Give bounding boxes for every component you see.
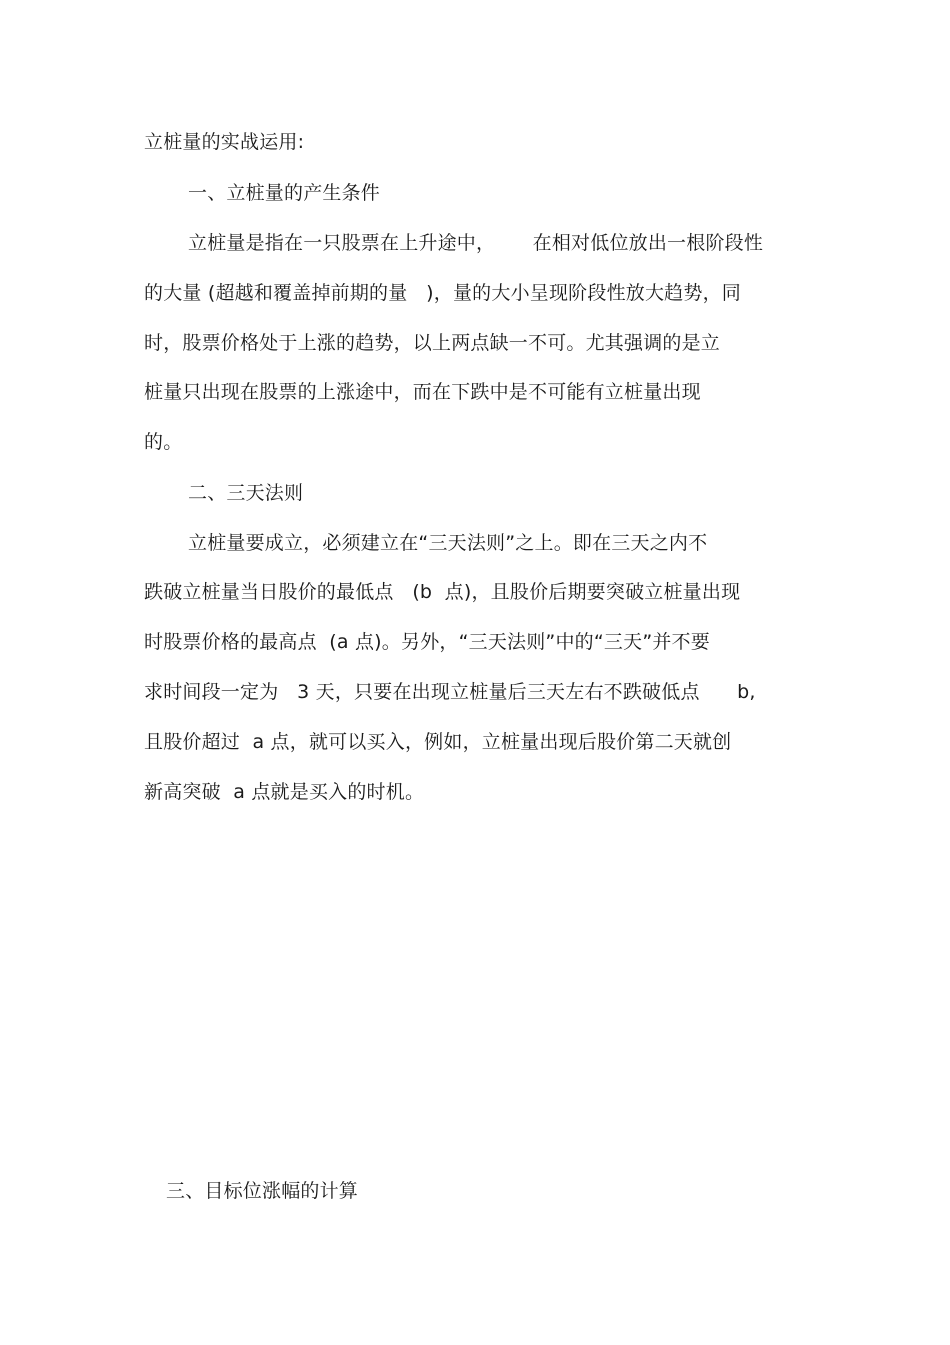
section-1-line-5: 的。 (144, 431, 183, 453)
section-2-line-4: 求时间段一定为 3 天，只要在出现立桩量后三天左右不跌破低点 b, (144, 681, 756, 703)
section-1-line-3: 时，股票价格处于上涨的趋势，以上两点缺一不可。尤其强调的是立 (144, 332, 721, 354)
section-2-line-3: 时股票价格的最高点 (a 点)。另外，“三天法则”中的“三天”并不要 (144, 631, 710, 653)
section-2-line-6: 新高突破 a 点就是买入的时机。 (144, 781, 425, 803)
section-2-heading: 二、三天法则 (188, 482, 304, 504)
section-1-line-2: 的大量 (超越和覆盖掉前期的量 )，量的大小呈现阶段性放大趋势，同 (144, 282, 741, 304)
section-1-line-4: 桩量只出现在股票的上涨途中，而在下跌中是不可能有立桩量出现 (144, 381, 701, 403)
section-2-line-1: 立桩量要成立，必须建立在“三天法则”之上。即在三天之内不 (188, 532, 708, 554)
section-1-heading: 一、立桩量的产生条件 (188, 182, 381, 204)
section-3-heading: 三、目标位涨幅的计算 (166, 1180, 359, 1202)
section-1-line-1: 立桩量是指在一只股票在上升途中， 在相对低位放出一根阶段性 (188, 232, 764, 254)
section-2-line-5: 且股价超过 a 点，就可以买入，例如，立桩量出现后股价第二天就创 (144, 731, 732, 753)
section-2-line-2: 跌破立桩量当日股价的最低点 (b 点)，且股价后期要突破立桩量出现 (144, 581, 741, 603)
document-title: 立桩量的实战运用: (144, 131, 305, 153)
